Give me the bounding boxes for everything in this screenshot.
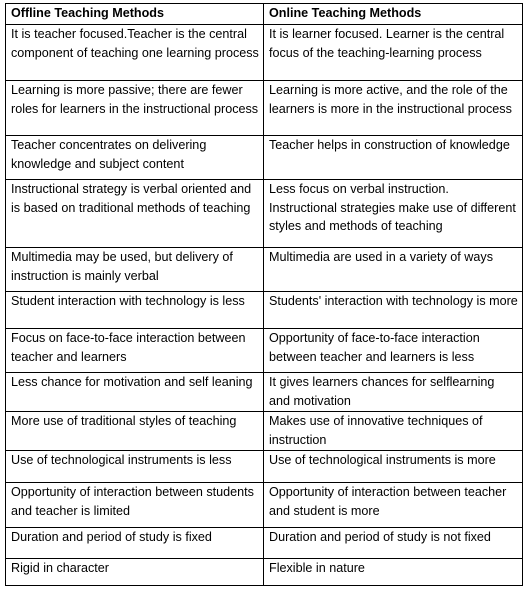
offline-cell: Student interaction with technology is less [6, 292, 264, 329]
offline-cell: Use of technological instruments is less [6, 451, 264, 483]
offline-cell: It is teacher focused.Teacher is the central component of teaching one learning process [6, 25, 264, 81]
online-cell: It gives learners chances for selflearning and motivation [264, 373, 523, 412]
offline-cell: Instructional strategy is verbal oriented and is based on traditional methods of teaching [6, 180, 264, 248]
online-cell: It is learner focused. Learner is the central focus of the teaching-learning process [264, 25, 523, 81]
header-row [6, 4, 523, 25]
offline-cell: Focus on face-to-face interaction between teacher and learners [6, 329, 264, 373]
offline-cell: Opportunity of interaction between students and teacher is limited [6, 483, 264, 528]
offline-cell: Rigid in character [6, 559, 264, 586]
table-row [6, 373, 523, 412]
table-row [6, 412, 523, 451]
online-cell: Multimedia are used in a variety of ways [264, 248, 523, 292]
offline-cell: Duration and period of study is fixed [6, 528, 264, 559]
online-cell: Students' interaction with technology is more [264, 292, 523, 329]
online-cell: Opportunity of face-to-face interaction between teacher and learners is less [264, 329, 523, 373]
table-row [6, 248, 523, 292]
offline-cell: Multimedia may be used, but delivery of instruction is mainly verbal [6, 248, 264, 292]
table-row [6, 528, 523, 559]
online-cell: Flexible in nature [264, 559, 523, 586]
online-cell: Makes use of innovative techniques of instruction [264, 412, 523, 451]
comparison-table [5, 3, 523, 586]
table-row [6, 559, 523, 586]
table-row [6, 25, 523, 81]
online-cell: Use of technological instruments is more [264, 451, 523, 483]
table-row [6, 136, 523, 180]
table-row [6, 483, 523, 528]
header-offline: Offline Teaching Methods [6, 4, 264, 25]
table-row [6, 180, 523, 248]
online-cell: Duration and period of study is not fixed [264, 528, 523, 559]
offline-cell: Less chance for motivation and self leaning [6, 373, 264, 412]
table-row [6, 451, 523, 483]
online-cell: Teacher helps in construction of knowledge [264, 136, 523, 180]
table-row [6, 292, 523, 329]
online-cell: Less focus on verbal instruction. Instructional strategies make use of different styles and methods of teaching [264, 180, 523, 248]
offline-cell: More use of traditional styles of teaching [6, 412, 264, 451]
online-cell: Opportunity of interaction between teacher and student is more [264, 483, 523, 528]
table-row [6, 329, 523, 373]
online-cell: Learning is more active, and the role of the learners is more in the instructional process [264, 81, 523, 136]
table-row [6, 81, 523, 136]
offline-cell: Teacher concentrates on delivering knowledge and subject content [6, 136, 264, 180]
offline-cell: Learning is more passive; there are fewer roles for learners in the instructional process [6, 81, 264, 136]
header-online: Online Teaching Methods [264, 4, 523, 25]
